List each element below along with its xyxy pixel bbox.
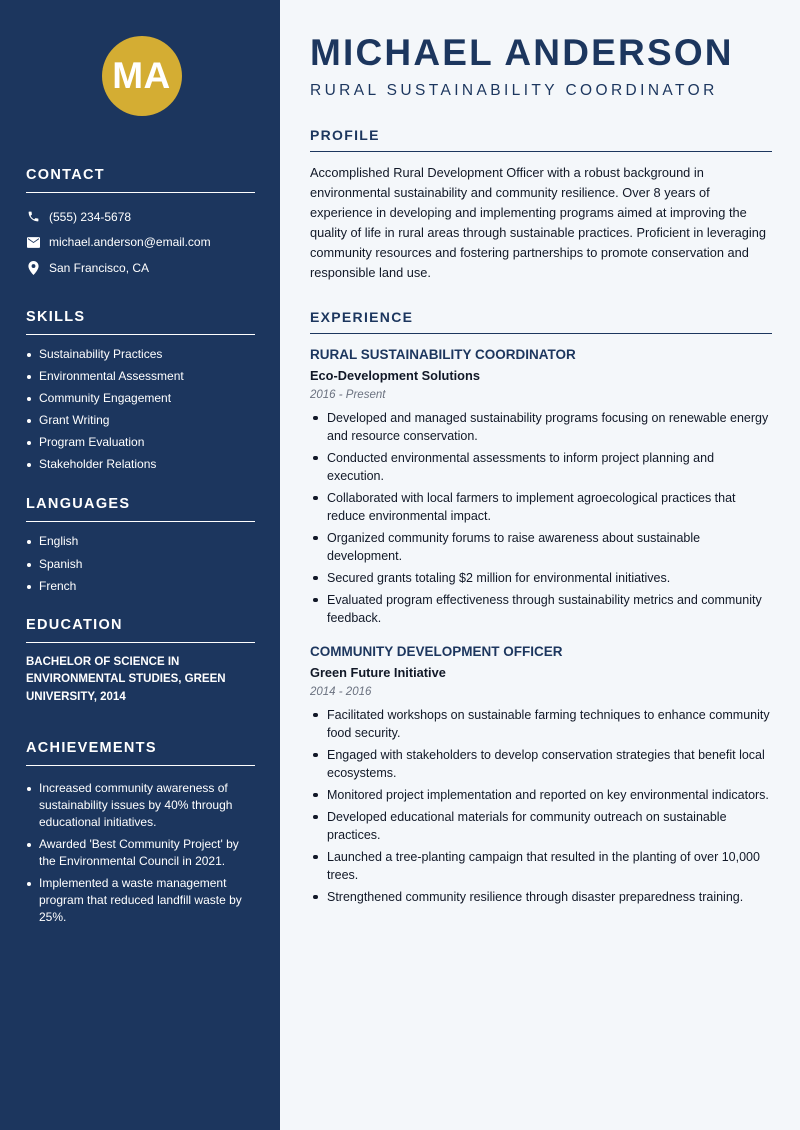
languages-section (26, 496, 255, 594)
job-bullet: Conducted environmental assessments to inform project planning and execution. (310, 449, 772, 485)
contact-location (26, 255, 255, 281)
email-text[interactable]: michael.anderson@email.com (49, 235, 211, 250)
avatar (102, 36, 182, 116)
job-bullet: Launched a tree-planting campaign that resulted in the planting of over 10,000 trees. (310, 848, 772, 884)
contact-email (26, 230, 255, 256)
education-heading: EDUCATION (26, 617, 255, 643)
job-bullets (310, 409, 772, 627)
skill-item: Program Evaluation (26, 434, 255, 451)
skill-item: Stakeholder Relations (26, 456, 255, 473)
location-text: San Francisco, CA (49, 260, 150, 275)
skill-item: Community Engagement (26, 390, 255, 407)
job-bullet: Collaborated with local farmers to implement agroecological practices that reduce environmental impact. (310, 489, 772, 525)
candidate-title: RURAL SUSTAINABILITY COORDINATOR (310, 82, 718, 99)
skill-item: Grant Writing (26, 412, 255, 429)
profile-text: Accomplished Rural Development Officer with a robust background in environmental sustainability and community resilience. Over 8 years of experience in developing and implementing programs aimed at improving the quality of life in rural areas through sustainable practices. Proficient in leveraging community resources and fostering partnerships to promote conservation and responsible land use. (310, 165, 766, 281)
education-degree: BACHELOR OF SCIENCE IN ENVIRONMENTAL STUDIES, GREEN UNIVERSITY, 2014 (26, 655, 226, 703)
profile-heading: PROFILE (310, 127, 772, 152)
contact-phone (26, 204, 255, 230)
job-company: Green Future Initiative (310, 664, 446, 680)
job-bullet: Developed and managed sustainability programs focusing on renewable energy and resource conservation. (310, 409, 772, 445)
achievements-heading: ACHIEVEMENTS (26, 740, 255, 766)
avatar-initials: MA (112, 55, 171, 96)
job-bullet: Developed educational materials for community outreach on sustainable practices. (310, 808, 772, 844)
skills-heading: SKILLS (26, 309, 255, 335)
achievement-item: Increased community awareness of sustainability issues by 40% through educational initiatives. (26, 780, 255, 831)
job-title: RURAL SUSTAINABILITY COORDINATOR (310, 346, 576, 362)
mail-icon (26, 235, 40, 249)
experience-section (310, 309, 772, 906)
skills-section (26, 309, 255, 474)
phone-icon (26, 210, 40, 224)
job-bullet: Strengthened community resilience through disaster preparedness training. (310, 888, 772, 906)
language-item: Spanish (26, 556, 255, 573)
language-item: French (26, 578, 255, 595)
education-section (26, 617, 255, 707)
achievements-list (26, 780, 255, 926)
job-bullet: Secured grants totaling $2 million for environmental initiatives. (310, 569, 772, 587)
contact-heading: CONTACT (26, 167, 255, 193)
location-pin-icon (26, 261, 40, 275)
job-entry (310, 347, 772, 627)
job-company: Eco-Development Solutions (310, 367, 480, 383)
job-bullet: Engaged with stakeholders to develop conservation strategies that benefit local ecosystems. (310, 746, 772, 782)
languages-heading: LANGUAGES (26, 496, 255, 522)
job-entry (310, 644, 772, 906)
job-dates: 2014 - 2016 (310, 685, 372, 698)
job-bullet: Facilitated workshops on sustainable farming techniques to enhance community food security. (310, 706, 772, 742)
contact-section (26, 167, 255, 281)
language-item: English (26, 533, 255, 550)
job-title: COMMUNITY DEVELOPMENT OFFICER (310, 643, 563, 659)
profile-section (310, 127, 772, 284)
skill-item: Sustainability Practices (26, 346, 255, 363)
job-dates: 2016 - Present (310, 388, 386, 401)
experience-heading: EXPERIENCE (310, 309, 772, 334)
achievement-item: Awarded 'Best Community Project' by the Environmental Council in 2021. (26, 836, 255, 870)
job-bullets (310, 706, 772, 906)
sidebar (0, 0, 280, 1130)
job-bullet: Evaluated program effectiveness through sustainability metrics and community feedback. (310, 591, 772, 627)
job-bullet: Monitored project implementation and reported on key environmental indicators. (310, 786, 772, 804)
skills-list (26, 346, 255, 474)
languages-list (26, 533, 255, 594)
phone-text[interactable]: (555) 234-5678 (49, 209, 132, 224)
skill-item: Environmental Assessment (26, 368, 255, 385)
candidate-name: MICHAEL ANDERSON (310, 32, 734, 73)
job-bullet: Organized community forums to raise awareness about sustainable development. (310, 529, 772, 565)
main-content (310, 30, 772, 910)
achievement-item: Implemented a waste management program that reduced landfill waste by 25%. (26, 875, 255, 926)
achievements-section (26, 740, 255, 926)
